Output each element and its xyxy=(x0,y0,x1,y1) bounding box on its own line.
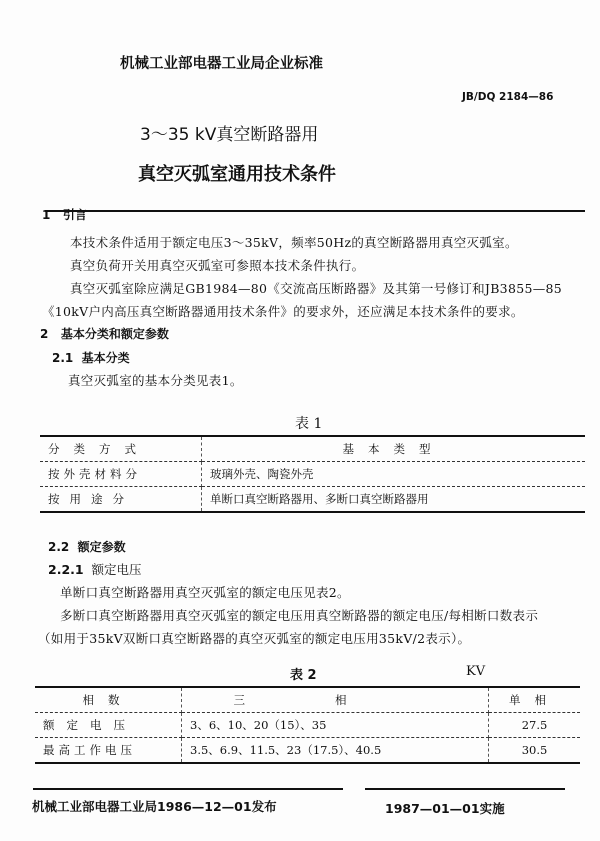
table-row xyxy=(35,738,580,763)
table-cell: 30.5 xyxy=(521,743,548,757)
standard-code: JB/DQ 2184—86 xyxy=(462,91,554,103)
table-cell: 额定电压 xyxy=(35,713,182,738)
table-1-bottom-rule xyxy=(40,511,585,513)
issued-date: 机械工业部电器工业局1986—12—01发布 xyxy=(32,799,277,814)
paragraph: 《10kV户内高压真空断路器通用技术条件》的要求外，还应满足本技术条件的要求。 xyxy=(42,304,524,319)
footer-rule-right xyxy=(365,788,565,790)
title-line-2: 真空灭弧室通用技术条件 xyxy=(138,164,336,185)
table-cell: 最高工作电压 xyxy=(35,738,182,763)
table-2-unit: KV xyxy=(466,664,486,679)
table-header-cell: 分类方式 xyxy=(40,437,202,462)
title-line-1: 3～35 kV真空断路器用 xyxy=(140,125,319,145)
table-row xyxy=(40,462,585,487)
table-2-caption: 表 2 xyxy=(290,668,317,683)
paragraph: 多断口真空断路器用真空灭弧室的额定电压用真空断路器的额定电压/每相断口数表示 xyxy=(60,608,539,623)
header-rule xyxy=(45,210,585,212)
table-cell: 3.5、6.9、11.5、23（17.5）、40.5 xyxy=(182,738,489,763)
paragraph: 真空负荷开关用真空灭弧室可参照本技术条件执行。 xyxy=(70,258,365,273)
table-row xyxy=(35,688,580,713)
section-2-heading: 2 基本分类和额定参数 xyxy=(40,327,169,341)
footer-rule-left xyxy=(33,788,343,790)
table-row xyxy=(35,713,580,738)
table-header-cell: 三相 xyxy=(182,688,489,713)
table-1-caption: 表 1 xyxy=(295,416,323,432)
table-row xyxy=(40,437,585,462)
table-2 xyxy=(35,688,580,762)
table-cell: 按用途分 xyxy=(40,487,202,512)
table-cell: 玻璃外壳、陶瓷外壳 xyxy=(202,462,586,487)
table-2-bottom-rule xyxy=(35,762,580,764)
paragraph: 真空灭弧室除应满足GB1984—80《交流高压断路器》及其第一号修订和JB3855—85 xyxy=(70,281,563,296)
table-cell: 3、6、10、20（15）、35 xyxy=(182,713,489,738)
section-1-heading: 1 引言 xyxy=(42,208,87,222)
section-2-2-heading: 2.2 额定参数 xyxy=(48,540,126,554)
table-1 xyxy=(40,437,585,511)
table-header-cell: 基本类型 xyxy=(202,437,586,462)
table-cell: 27.5 xyxy=(489,713,581,738)
paragraph: 本技术条件适用于额定电压3～35kV，频率50Hz的真空断路器用真空灭弧室。 xyxy=(70,235,518,250)
paragraph: 单断口真空断路器用真空灭弧室的额定电压见表2。 xyxy=(60,585,350,600)
section-2-1-heading: 2.1 基本分类 xyxy=(52,351,130,365)
table-header-cell: 单相 xyxy=(489,688,581,713)
table-cell: 按外壳材料分 xyxy=(40,462,202,487)
table-row xyxy=(40,487,585,512)
table-cell: 单断口真空断路器用、多断口真空断路器用 xyxy=(210,492,429,506)
paragraph: （如用于35kV双断口真空断路器的真空灭弧室的额定电压用35kV/2表示）。 xyxy=(38,631,471,646)
effective-date: 1987—01—01实施 xyxy=(385,801,505,816)
section-2-2-1-heading: 2.2.1 额定电压 xyxy=(48,562,142,577)
table-header-cell: 相数 xyxy=(35,688,182,713)
issuing-org-standard: 机械工业部电器工业局企业标准 xyxy=(120,56,323,72)
paragraph: 真空灭弧室的基本分类见表1。 xyxy=(68,373,243,388)
